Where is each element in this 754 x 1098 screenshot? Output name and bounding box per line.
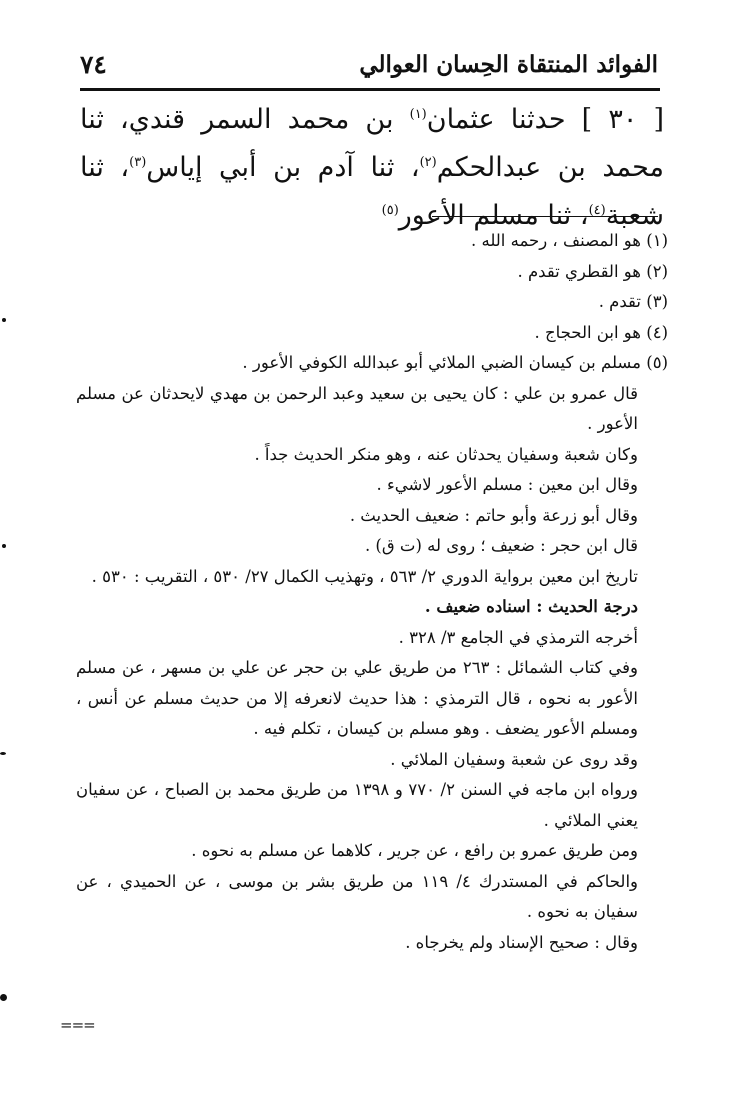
- header-rule: [80, 88, 660, 91]
- hadith-text: [80, 96, 664, 240]
- page-header: [80, 44, 658, 84]
- hadith-text-segment: بن محمد السمر قندي، ثنا محمد بن عبدالحكم: [80, 104, 664, 183]
- hadith-text-segment: ، ثنا مسلم الأعور: [398, 200, 589, 231]
- scan-speck: [0, 752, 6, 755]
- footnote-paragraph: وقال أبو زرعة وأبو حاتم : ضعيف الحديث .: [349, 505, 638, 525]
- footnotes: [76, 226, 668, 958]
- footnote-4: (٤) هو ابن الحجاج .: [534, 322, 668, 342]
- hadith-grade: درجة الحديث : اسناده ضعيف .: [424, 597, 638, 616]
- scan-speck: [2, 318, 6, 322]
- footnote-paragraph: وكان شعبة وسفيان يحدثان عنه ، وهو منكر الحديث جداً .: [254, 444, 638, 464]
- footnote-ref: (٢): [419, 155, 437, 170]
- hadith-number: [ ٣٠ ]: [581, 104, 664, 135]
- footnote-paragraph: قال عمرو بن علي : كان يحيى بن سعيد وعبد الرحمن بن مهدي لايحدثان عن مسلم الأعور .: [76, 383, 638, 433]
- footnote-paragraph: وقد روى عن شعبة وسفيان الملائي .: [390, 749, 638, 769]
- footnote-paragraph: قال ابن حجر : ضعيف ؛ روى له (ت ق) .: [364, 536, 638, 555]
- footnote-2: (٢) هو القطري تقدم .: [517, 261, 668, 281]
- scan-speck: [2, 544, 6, 548]
- hadith-text-segment: حدثنا عثمان: [426, 104, 566, 135]
- scan-speck: [0, 994, 7, 1001]
- footnote-ref: (٤): [588, 203, 606, 218]
- footnote-ref: (٣): [129, 155, 147, 170]
- footnote-paragraph: ومن طريق عمرو بن رافع ، عن جرير ، كلاهما عن مسلم به نحوه .: [191, 841, 638, 860]
- footnote-5: (٥) مسلم بن كيسان الضبي الملائي أبو عبدالله الكوفي الأعور .: [242, 353, 668, 372]
- hadith-text-segment: ، ثنا شعبة: [80, 152, 664, 231]
- footnote-paragraph: وقال ابن معين : مسلم الأعور لاشيء .: [376, 475, 638, 494]
- footnote-separator: [432, 216, 658, 217]
- footnote-1: (١) هو المصنف ، رحمه الله .: [470, 231, 668, 250]
- margin-mark: ===: [60, 1016, 95, 1034]
- footnote-paragraph: ورواه ابن ماجه في السنن ٢/ ٧٧٠ و ١٣٩٨ من طريق محمد بن الصباح ، عن سفيان يعني الملائي .: [76, 780, 638, 830]
- footnote-3: (٣) تقدم .: [598, 292, 668, 311]
- footnote-ref: (٥): [381, 203, 399, 218]
- footnote-paragraph: وفي كتاب الشمائل : ٢٦٣ من طريق علي بن حجر عن علي بن مسهر ، عن مسلم الأعور به نحوه ، قال الترمذي : هذا حديث لانعرفه إلا من حديث مسلم عن أنس ، ومسلم الأعور يضعف . وهو مسلم بن كيسان ، تكلم فيه .: [76, 658, 639, 738]
- page-number: ٧٤: [80, 49, 107, 79]
- footnote-paragraph: وقال : صحيح الإسناد ولم يخرجاه .: [405, 932, 638, 952]
- footnote-paragraph: تاريخ ابن معين برواية الدوري ٢/ ٥٦٣ ، وتهذيب الكمال ٢٧/ ٥٣٠ ، التقريب : ٥٣٠ .: [91, 566, 638, 586]
- footnote-paragraph: أخرجه الترمذي في الجامع ٣/ ٣٢٨ .: [398, 627, 638, 647]
- hadith-text-segment: ، ثنا آدم بن أبي إياس: [146, 152, 420, 183]
- footnote-paragraph: والحاكم في المستدرك ٤/ ١١٩ من طريق بشر بن موسى ، عن الحميدي ، عن سفيان به نحوه .: [76, 871, 639, 921]
- running-title: الفوائد المنتقاة الحِسان العوالي: [359, 50, 658, 78]
- footnote-ref: (١): [409, 107, 427, 122]
- hadith-paragraph: [80, 96, 664, 240]
